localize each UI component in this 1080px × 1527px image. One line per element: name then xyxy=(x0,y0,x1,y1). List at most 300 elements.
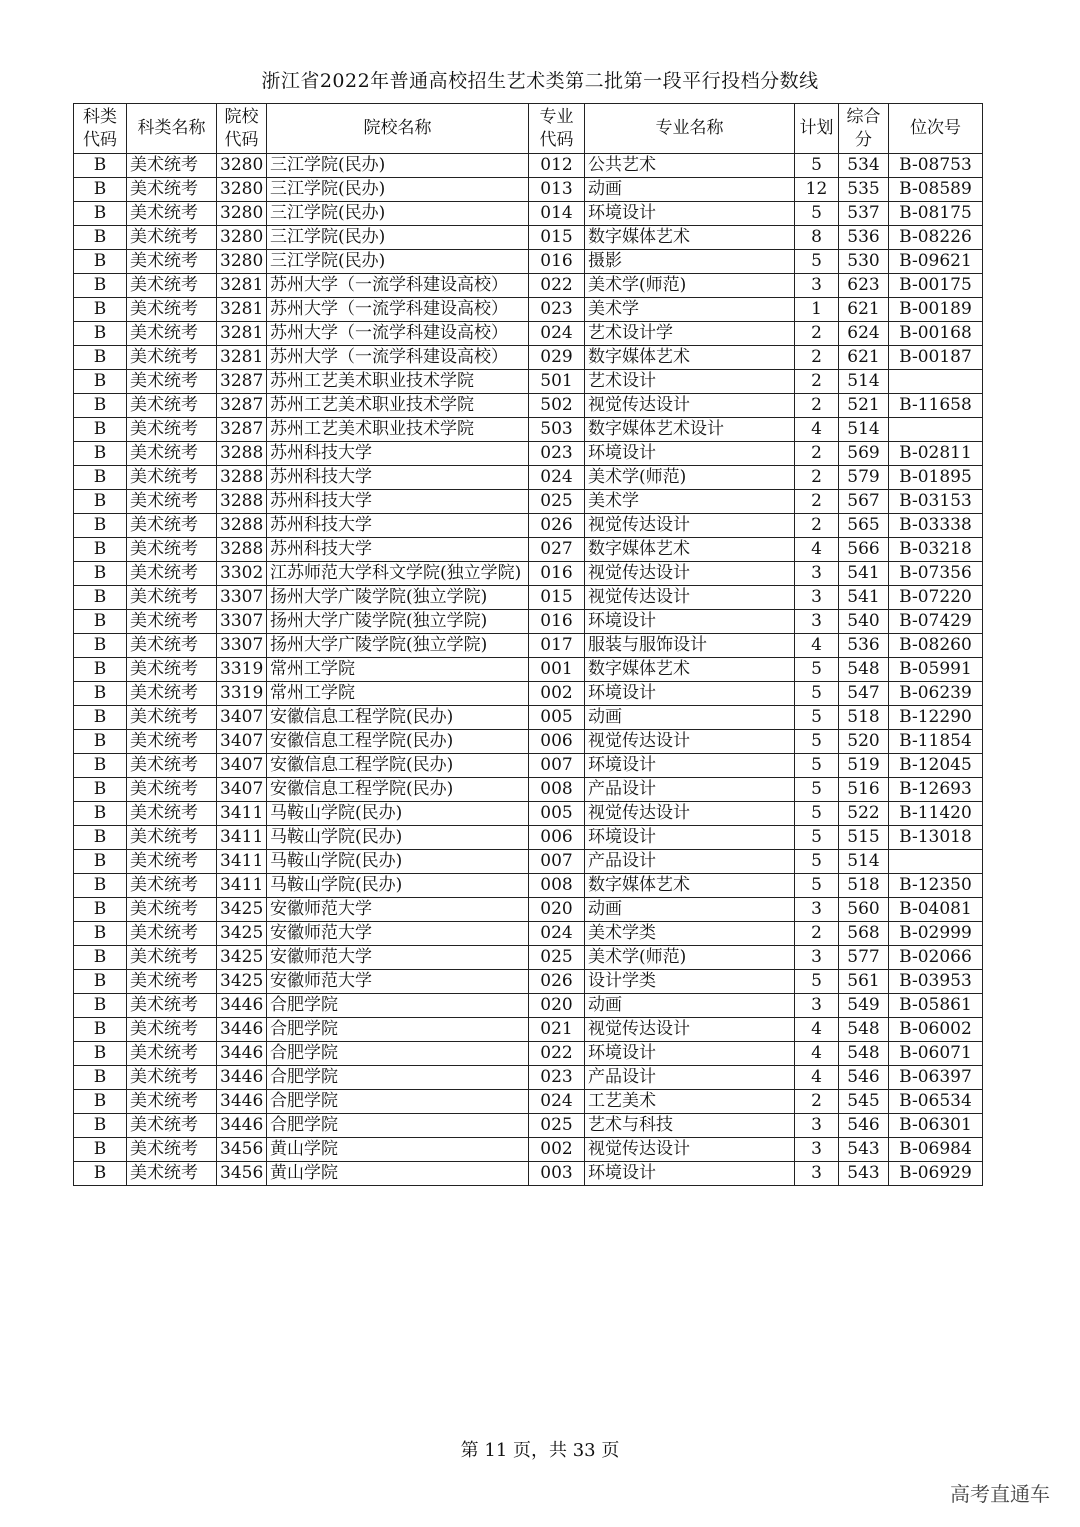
cell-school-name: 扬州大学广陵学院(独立学院) xyxy=(267,634,529,658)
cell-rank: B-06929 xyxy=(889,1162,983,1186)
cell-major-name: 数字媒体艺术 xyxy=(585,538,795,562)
cell-plan: 3 xyxy=(795,562,839,586)
cell-school-name: 黄山学院 xyxy=(267,1162,529,1186)
cell-plan: 2 xyxy=(795,442,839,466)
cell-major-code: 024 xyxy=(529,922,585,946)
table-row xyxy=(74,682,983,706)
table-row xyxy=(74,1066,983,1090)
cell-plan: 2 xyxy=(795,322,839,346)
table-row xyxy=(74,1090,983,1114)
cell-plan: 5 xyxy=(795,154,839,178)
cell-score: 543 xyxy=(839,1162,889,1186)
table-row xyxy=(74,490,983,514)
cell-school-name: 合肥学院 xyxy=(267,1090,529,1114)
cell-school-code: 3411 xyxy=(217,850,267,874)
cell-major-name: 美术学 xyxy=(585,298,795,322)
cell-score: 543 xyxy=(839,1138,889,1162)
cell-major-code: 020 xyxy=(529,994,585,1018)
table-row xyxy=(74,850,983,874)
cell-school-name: 安徽师范大学 xyxy=(267,898,529,922)
cell-category-code: B xyxy=(74,802,127,826)
table-row xyxy=(74,562,983,586)
table-row xyxy=(74,250,983,274)
cell-plan: 5 xyxy=(795,202,839,226)
cell-category-code: B xyxy=(74,178,127,202)
cell-category-code: B xyxy=(74,418,127,442)
cell-plan: 2 xyxy=(795,466,839,490)
table-row xyxy=(74,1138,983,1162)
cell-category-code: B xyxy=(74,1138,127,1162)
cell-category-code: B xyxy=(74,298,127,322)
cell-rank: B-06301 xyxy=(889,1114,983,1138)
cell-school-code: 3280 xyxy=(217,202,267,226)
cell-plan: 5 xyxy=(795,682,839,706)
cell-category-name: 美术统考 xyxy=(127,1138,217,1162)
cell-major-name: 产品设计 xyxy=(585,1066,795,1090)
cell-rank: B-02066 xyxy=(889,946,983,970)
cell-major-name: 公共艺术 xyxy=(585,154,795,178)
cell-category-code: B xyxy=(74,874,127,898)
cell-school-code: 3288 xyxy=(217,538,267,562)
table-row xyxy=(74,994,983,1018)
cell-category-name: 美术统考 xyxy=(127,1114,217,1138)
cell-school-code: 3446 xyxy=(217,1042,267,1066)
cell-score: 624 xyxy=(839,322,889,346)
table-row xyxy=(74,418,983,442)
cell-category-name: 美术统考 xyxy=(127,994,217,1018)
cell-category-name: 美术统考 xyxy=(127,250,217,274)
cell-rank: B-11854 xyxy=(889,730,983,754)
cell-category-code: B xyxy=(74,730,127,754)
cell-category-code: B xyxy=(74,226,127,250)
cell-category-code: B xyxy=(74,322,127,346)
cell-category-code: B xyxy=(74,154,127,178)
cell-rank xyxy=(889,850,983,874)
cell-major-code: 023 xyxy=(529,442,585,466)
cell-score: 515 xyxy=(839,826,889,850)
cell-score: 549 xyxy=(839,994,889,1018)
cell-plan: 12 xyxy=(795,178,839,202)
cell-major-name: 环境设计 xyxy=(585,682,795,706)
cell-category-code: B xyxy=(74,754,127,778)
cell-major-code: 012 xyxy=(529,154,585,178)
table-row xyxy=(74,1114,983,1138)
cell-category-name: 美术统考 xyxy=(127,394,217,418)
cell-rank: B-08589 xyxy=(889,178,983,202)
cell-score: 568 xyxy=(839,922,889,946)
cell-major-code: 025 xyxy=(529,490,585,514)
cell-major-name: 动画 xyxy=(585,178,795,202)
cell-plan: 5 xyxy=(795,658,839,682)
cell-category-name: 美术统考 xyxy=(127,202,217,226)
table-row xyxy=(74,394,983,418)
cell-rank: B-12350 xyxy=(889,874,983,898)
cell-plan: 2 xyxy=(795,490,839,514)
cell-school-code: 3407 xyxy=(217,778,267,802)
cell-major-code: 016 xyxy=(529,562,585,586)
cell-school-name: 安徽师范大学 xyxy=(267,922,529,946)
cell-plan: 2 xyxy=(795,394,839,418)
cell-score: 514 xyxy=(839,418,889,442)
cell-school-name: 马鞍山学院(民办) xyxy=(267,802,529,826)
cell-plan: 2 xyxy=(795,346,839,370)
cell-rank: B-06002 xyxy=(889,1018,983,1042)
cell-major-code: 027 xyxy=(529,538,585,562)
cell-rank: B-06071 xyxy=(889,1042,983,1066)
cell-school-name: 安徽信息工程学院(民办) xyxy=(267,706,529,730)
cell-score: 519 xyxy=(839,754,889,778)
cell-school-code: 3446 xyxy=(217,994,267,1018)
cell-category-code: B xyxy=(74,394,127,418)
cell-rank: B-12290 xyxy=(889,706,983,730)
cell-category-code: B xyxy=(74,538,127,562)
cell-school-name: 合肥学院 xyxy=(267,1114,529,1138)
cell-major-name: 艺术设计 xyxy=(585,370,795,394)
cell-plan: 3 xyxy=(795,1138,839,1162)
cell-school-code: 3281 xyxy=(217,298,267,322)
cell-plan: 3 xyxy=(795,898,839,922)
cell-score: 514 xyxy=(839,370,889,394)
table-row xyxy=(74,922,983,946)
cell-score: 541 xyxy=(839,586,889,610)
table-row xyxy=(74,154,983,178)
header-score: 综合分 xyxy=(839,104,889,154)
cell-school-name: 三江学院(民办) xyxy=(267,226,529,250)
cell-category-name: 美术统考 xyxy=(127,1018,217,1042)
cell-category-code: B xyxy=(74,274,127,298)
cell-rank: B-08260 xyxy=(889,634,983,658)
cell-major-name: 数字媒体艺术 xyxy=(585,346,795,370)
cell-category-name: 美术统考 xyxy=(127,778,217,802)
cell-school-name: 合肥学院 xyxy=(267,1042,529,1066)
cell-major-name: 艺术与科技 xyxy=(585,1114,795,1138)
cell-category-name: 美术统考 xyxy=(127,274,217,298)
cell-rank: B-12045 xyxy=(889,754,983,778)
cell-major-code: 005 xyxy=(529,706,585,730)
cell-school-code: 3411 xyxy=(217,802,267,826)
cell-plan: 8 xyxy=(795,226,839,250)
cell-school-code: 3287 xyxy=(217,370,267,394)
admission-score-table xyxy=(73,103,983,1186)
cell-score: 621 xyxy=(839,346,889,370)
cell-rank: B-00168 xyxy=(889,322,983,346)
cell-school-name: 苏州大学（一流学科建设高校） xyxy=(267,322,529,346)
cell-score: 536 xyxy=(839,226,889,250)
cell-school-name: 扬州大学广陵学院(独立学院) xyxy=(267,610,529,634)
cell-major-name: 环境设计 xyxy=(585,826,795,850)
cell-plan: 5 xyxy=(795,802,839,826)
cell-major-name: 动画 xyxy=(585,706,795,730)
cell-category-code: B xyxy=(74,514,127,538)
cell-major-name: 视觉传达设计 xyxy=(585,586,795,610)
cell-school-name: 马鞍山学院(民办) xyxy=(267,826,529,850)
cell-score: 569 xyxy=(839,442,889,466)
cell-major-code: 002 xyxy=(529,682,585,706)
cell-major-code: 015 xyxy=(529,226,585,250)
cell-major-code: 021 xyxy=(529,1018,585,1042)
cell-plan: 4 xyxy=(795,1066,839,1090)
cell-school-code: 3407 xyxy=(217,730,267,754)
cell-major-code: 023 xyxy=(529,298,585,322)
cell-major-code: 024 xyxy=(529,466,585,490)
cell-major-code: 002 xyxy=(529,1138,585,1162)
cell-plan: 5 xyxy=(795,778,839,802)
cell-plan: 3 xyxy=(795,610,839,634)
cell-school-code: 3446 xyxy=(217,1018,267,1042)
cell-school-code: 3280 xyxy=(217,154,267,178)
table-row xyxy=(74,730,983,754)
cell-rank xyxy=(889,370,983,394)
table-header-row xyxy=(74,104,983,154)
cell-major-code: 024 xyxy=(529,1090,585,1114)
cell-plan: 2 xyxy=(795,922,839,946)
cell-score: 547 xyxy=(839,682,889,706)
cell-score: 541 xyxy=(839,562,889,586)
cell-school-name: 常州工学院 xyxy=(267,682,529,706)
header-category-name: 科类名称 xyxy=(127,104,217,154)
cell-rank: B-03153 xyxy=(889,490,983,514)
cell-school-name: 马鞍山学院(民办) xyxy=(267,850,529,874)
cell-major-code: 501 xyxy=(529,370,585,394)
cell-category-name: 美术统考 xyxy=(127,946,217,970)
cell-major-code: 026 xyxy=(529,970,585,994)
cell-major-code: 023 xyxy=(529,1066,585,1090)
cell-school-code: 3425 xyxy=(217,946,267,970)
cell-category-code: B xyxy=(74,634,127,658)
table-row xyxy=(74,826,983,850)
cell-rank: B-08753 xyxy=(889,154,983,178)
header-major-name: 专业名称 xyxy=(585,104,795,154)
header-rank: 位次号 xyxy=(889,104,983,154)
table-row xyxy=(74,226,983,250)
cell-rank: B-06397 xyxy=(889,1066,983,1090)
cell-score: 536 xyxy=(839,634,889,658)
cell-major-name: 美术学(师范) xyxy=(585,466,795,490)
cell-school-name: 苏州工艺美术职业技术学院 xyxy=(267,370,529,394)
cell-score: 546 xyxy=(839,1114,889,1138)
cell-category-code: B xyxy=(74,466,127,490)
cell-score: 522 xyxy=(839,802,889,826)
header-major-code: 专业代码 xyxy=(529,104,585,154)
cell-score: 560 xyxy=(839,898,889,922)
cell-category-code: B xyxy=(74,562,127,586)
cell-category-code: B xyxy=(74,970,127,994)
cell-plan: 5 xyxy=(795,250,839,274)
cell-plan: 5 xyxy=(795,706,839,730)
cell-school-code: 3456 xyxy=(217,1162,267,1186)
table-row xyxy=(74,442,983,466)
cell-school-code: 3411 xyxy=(217,874,267,898)
cell-category-name: 美术统考 xyxy=(127,802,217,826)
cell-score: 548 xyxy=(839,1042,889,1066)
cell-plan: 4 xyxy=(795,538,839,562)
cell-plan: 5 xyxy=(795,730,839,754)
cell-school-code: 3281 xyxy=(217,322,267,346)
cell-major-name: 动画 xyxy=(585,898,795,922)
cell-category-name: 美术统考 xyxy=(127,922,217,946)
cell-score: 579 xyxy=(839,466,889,490)
cell-category-name: 美术统考 xyxy=(127,1066,217,1090)
cell-category-code: B xyxy=(74,202,127,226)
cell-major-name: 设计学类 xyxy=(585,970,795,994)
cell-school-code: 3446 xyxy=(217,1090,267,1114)
cell-category-code: B xyxy=(74,826,127,850)
cell-plan: 3 xyxy=(795,274,839,298)
cell-rank: B-06984 xyxy=(889,1138,983,1162)
table-row xyxy=(74,466,983,490)
table-row xyxy=(74,1042,983,1066)
table-row xyxy=(74,634,983,658)
cell-major-code: 022 xyxy=(529,274,585,298)
cell-score: 540 xyxy=(839,610,889,634)
cell-school-code: 3280 xyxy=(217,226,267,250)
cell-rank: B-11658 xyxy=(889,394,983,418)
cell-major-code: 029 xyxy=(529,346,585,370)
cell-score: 530 xyxy=(839,250,889,274)
cell-major-name: 环境设计 xyxy=(585,1162,795,1186)
header-category-code: 科类代码 xyxy=(74,104,127,154)
cell-school-name: 黄山学院 xyxy=(267,1138,529,1162)
cell-major-name: 数字媒体艺术设计 xyxy=(585,418,795,442)
cell-major-code: 001 xyxy=(529,658,585,682)
cell-category-name: 美术统考 xyxy=(127,730,217,754)
cell-major-name: 环境设计 xyxy=(585,754,795,778)
cell-major-name: 美术学(师范) xyxy=(585,946,795,970)
cell-school-name: 扬州大学广陵学院(独立学院) xyxy=(267,586,529,610)
cell-major-code: 016 xyxy=(529,610,585,634)
cell-school-name: 安徽信息工程学院(民办) xyxy=(267,730,529,754)
table-row xyxy=(74,802,983,826)
cell-school-code: 3446 xyxy=(217,1066,267,1090)
cell-category-name: 美术统考 xyxy=(127,1090,217,1114)
cell-category-name: 美术统考 xyxy=(127,706,217,730)
cell-rank: B-03953 xyxy=(889,970,983,994)
cell-school-name: 苏州大学（一流学科建设高校） xyxy=(267,298,529,322)
cell-school-name: 合肥学院 xyxy=(267,1066,529,1090)
table-row xyxy=(74,1162,983,1186)
table-row xyxy=(74,274,983,298)
cell-category-code: B xyxy=(74,442,127,466)
cell-category-code: B xyxy=(74,346,127,370)
cell-school-name: 苏州工艺美术职业技术学院 xyxy=(267,394,529,418)
cell-score: 567 xyxy=(839,490,889,514)
cell-plan: 5 xyxy=(795,850,839,874)
cell-category-name: 美术统考 xyxy=(127,826,217,850)
table-row xyxy=(74,346,983,370)
cell-school-code: 3280 xyxy=(217,178,267,202)
cell-school-name: 苏州科技大学 xyxy=(267,514,529,538)
cell-major-code: 016 xyxy=(529,250,585,274)
cell-major-code: 005 xyxy=(529,802,585,826)
cell-category-code: B xyxy=(74,1018,127,1042)
cell-category-name: 美术统考 xyxy=(127,442,217,466)
cell-score: 516 xyxy=(839,778,889,802)
cell-plan: 4 xyxy=(795,634,839,658)
cell-score: 548 xyxy=(839,658,889,682)
cell-school-code: 3425 xyxy=(217,970,267,994)
cell-plan: 2 xyxy=(795,514,839,538)
header-school-name: 院校名称 xyxy=(267,104,529,154)
cell-major-name: 环境设计 xyxy=(585,610,795,634)
cell-major-name: 环境设计 xyxy=(585,442,795,466)
cell-plan: 2 xyxy=(795,370,839,394)
cell-school-code: 3287 xyxy=(217,394,267,418)
page-footer: 第 11 页，共 33 页 xyxy=(460,1440,620,1461)
cell-major-name: 动画 xyxy=(585,994,795,1018)
cell-rank: B-03338 xyxy=(889,514,983,538)
cell-plan: 2 xyxy=(795,1090,839,1114)
cell-school-code: 3281 xyxy=(217,274,267,298)
cell-school-name: 苏州科技大学 xyxy=(267,466,529,490)
cell-score: 518 xyxy=(839,874,889,898)
cell-plan: 4 xyxy=(795,1042,839,1066)
table-row xyxy=(74,754,983,778)
cell-plan: 3 xyxy=(795,1162,839,1186)
cell-rank: B-01895 xyxy=(889,466,983,490)
cell-school-name: 江苏师范大学科文学院(独立学院) xyxy=(267,562,529,586)
cell-major-code: 024 xyxy=(529,322,585,346)
table-row xyxy=(74,202,983,226)
cell-school-code: 3302 xyxy=(217,562,267,586)
cell-major-name: 美术学(师范) xyxy=(585,274,795,298)
table-row xyxy=(74,874,983,898)
table-row xyxy=(74,370,983,394)
cell-category-code: B xyxy=(74,946,127,970)
cell-major-name: 服装与服饰设计 xyxy=(585,634,795,658)
cell-score: 565 xyxy=(839,514,889,538)
cell-school-code: 3411 xyxy=(217,826,267,850)
cell-category-code: B xyxy=(74,610,127,634)
cell-category-name: 美术统考 xyxy=(127,154,217,178)
page-title: 浙江省2022年普通高校招生艺术类第二批第一段平行投档分数线 xyxy=(261,70,819,92)
cell-school-code: 3288 xyxy=(217,514,267,538)
cell-rank: B-08175 xyxy=(889,202,983,226)
cell-category-name: 美术统考 xyxy=(127,682,217,706)
cell-school-code: 3280 xyxy=(217,250,267,274)
cell-rank: B-07220 xyxy=(889,586,983,610)
table-row xyxy=(74,178,983,202)
cell-school-name: 合肥学院 xyxy=(267,1018,529,1042)
cell-major-code: 025 xyxy=(529,946,585,970)
cell-category-name: 美术统考 xyxy=(127,874,217,898)
table-row xyxy=(74,970,983,994)
cell-major-name: 美术学类 xyxy=(585,922,795,946)
cell-category-name: 美术统考 xyxy=(127,658,217,682)
cell-rank: B-04081 xyxy=(889,898,983,922)
cell-major-name: 视觉传达设计 xyxy=(585,730,795,754)
cell-school-code: 3319 xyxy=(217,658,267,682)
cell-score: 623 xyxy=(839,274,889,298)
cell-major-code: 003 xyxy=(529,1162,585,1186)
cell-category-name: 美术统考 xyxy=(127,226,217,250)
cell-major-name: 环境设计 xyxy=(585,1042,795,1066)
cell-school-code: 3407 xyxy=(217,754,267,778)
cell-score: 534 xyxy=(839,154,889,178)
cell-category-name: 美术统考 xyxy=(127,586,217,610)
cell-school-name: 常州工学院 xyxy=(267,658,529,682)
cell-major-name: 视觉传达设计 xyxy=(585,562,795,586)
cell-score: 521 xyxy=(839,394,889,418)
table-row xyxy=(74,586,983,610)
cell-school-code: 3307 xyxy=(217,610,267,634)
cell-score: 514 xyxy=(839,850,889,874)
cell-score: 546 xyxy=(839,1066,889,1090)
cell-major-name: 数字媒体艺术 xyxy=(585,874,795,898)
cell-school-name: 苏州大学（一流学科建设高校） xyxy=(267,346,529,370)
cell-school-name: 合肥学院 xyxy=(267,994,529,1018)
cell-school-name: 三江学院(民办) xyxy=(267,250,529,274)
cell-school-code: 3307 xyxy=(217,586,267,610)
